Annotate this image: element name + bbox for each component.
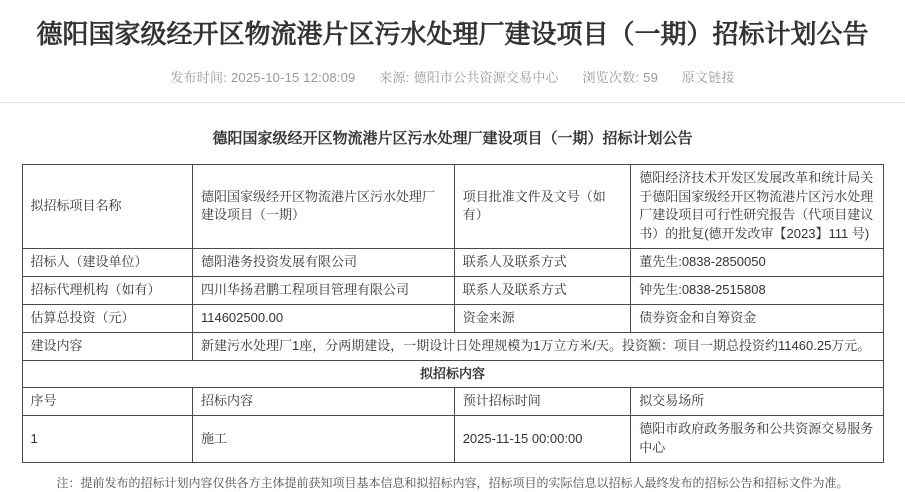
tender-section-title: 拟招标内容 (22, 360, 883, 388)
table-row (22, 249, 883, 277)
section-header-row (22, 360, 883, 388)
agency-value: 四川华扬君鹏工程项目管理有限公司 (192, 277, 454, 305)
tenderer-label: 招标人（建设单位） (22, 249, 192, 277)
construction-content-value: 新建污水处理厂1座，分两期建设，一期设计日处理规模为1万立方米/天。投资额：项目一期总投资约11460.25万元。 (192, 332, 883, 360)
agency-label: 招标代理机构（如有） (22, 277, 192, 305)
tenderer-value: 德阳港务投资发展有限公司 (192, 249, 454, 277)
tender-content: 施工 (192, 416, 454, 463)
header-divider (0, 102, 905, 103)
page-header (0, 0, 905, 103)
table-row (22, 332, 883, 360)
investment-label: 估算总投资（元） (22, 304, 192, 332)
construction-content-label: 建设内容 (22, 332, 192, 360)
source-label: 来源: (379, 69, 410, 85)
bid-info-table (22, 164, 884, 463)
contact1-label: 联系人及联系方式 (454, 249, 631, 277)
document-title: 德阳国家级经开区物流港片区污水处理厂建设项目（一期）招标计划公告 (212, 129, 693, 147)
tender-seq: 1 (22, 416, 192, 463)
view-count-label: 浏览次数: (582, 69, 640, 85)
approval-doc-label: 项目批准文件及文号（如有） (454, 164, 631, 248)
project-name-label: 拟招标项目名称 (22, 164, 192, 248)
contact2-label: 联系人及联系方式 (454, 277, 631, 305)
page-title: 德阳国家级经开区物流港片区污水处理厂建设项目（一期）招标计划公告 (36, 19, 869, 49)
col-header-content: 招标内容 (192, 388, 454, 416)
col-header-time: 预计招标时间 (454, 388, 631, 416)
contact2-value: 钟先生:0838-2515808 (631, 277, 883, 305)
table-row (22, 164, 883, 248)
approval-doc-value: 德阳经济技术开发区发展改革和统计局关于德阳国家级经开区物流港片区污水处理厂建设项目可行性研究报告（代项目建议书）的批复(德开发改审【2023】111 号) (631, 164, 883, 248)
funding-source-value: 债券资金和自筹资金 (631, 304, 883, 332)
publish-time-label: 发布时间: (170, 69, 227, 85)
source-value: 德阳市公共资源交易中心 (413, 69, 559, 85)
original-link[interactable]: 原文链接 (681, 69, 735, 85)
investment-value: 114602500.00 (192, 304, 454, 332)
table-row (22, 277, 883, 305)
project-name-value: 德阳国家级经开区物流港片区污水处理厂建设项目（一期） (192, 164, 454, 248)
source (379, 67, 558, 86)
funding-source-label: 资金来源 (454, 304, 631, 332)
col-header-seq: 序号 (22, 388, 192, 416)
footer-note: 注：提前发布的招标计划内容仅供各方主体提前获知项目基本信息和拟招标内容，招标项目的实际信息以招标人最终发布的招标公告和招标文件为准。 (56, 475, 849, 490)
view-count (583, 67, 659, 86)
col-header-venue: 拟交易场所 (631, 388, 883, 416)
contact1-value: 董先生:0838-2850050 (631, 249, 883, 277)
tender-time: 2025-11-15 00:00:00 (454, 416, 631, 463)
tender-header-row (22, 388, 883, 416)
table-row (22, 304, 883, 332)
publish-time-value: 2025-10-15 12:08:09 (230, 69, 356, 85)
view-count-value: 59 (643, 69, 659, 85)
tender-venue: 德阳市政府政务服务和公共资源交易服务中心 (631, 416, 883, 463)
publish-time (170, 67, 355, 86)
meta-bar (0, 67, 905, 86)
tender-data-row (22, 416, 883, 463)
